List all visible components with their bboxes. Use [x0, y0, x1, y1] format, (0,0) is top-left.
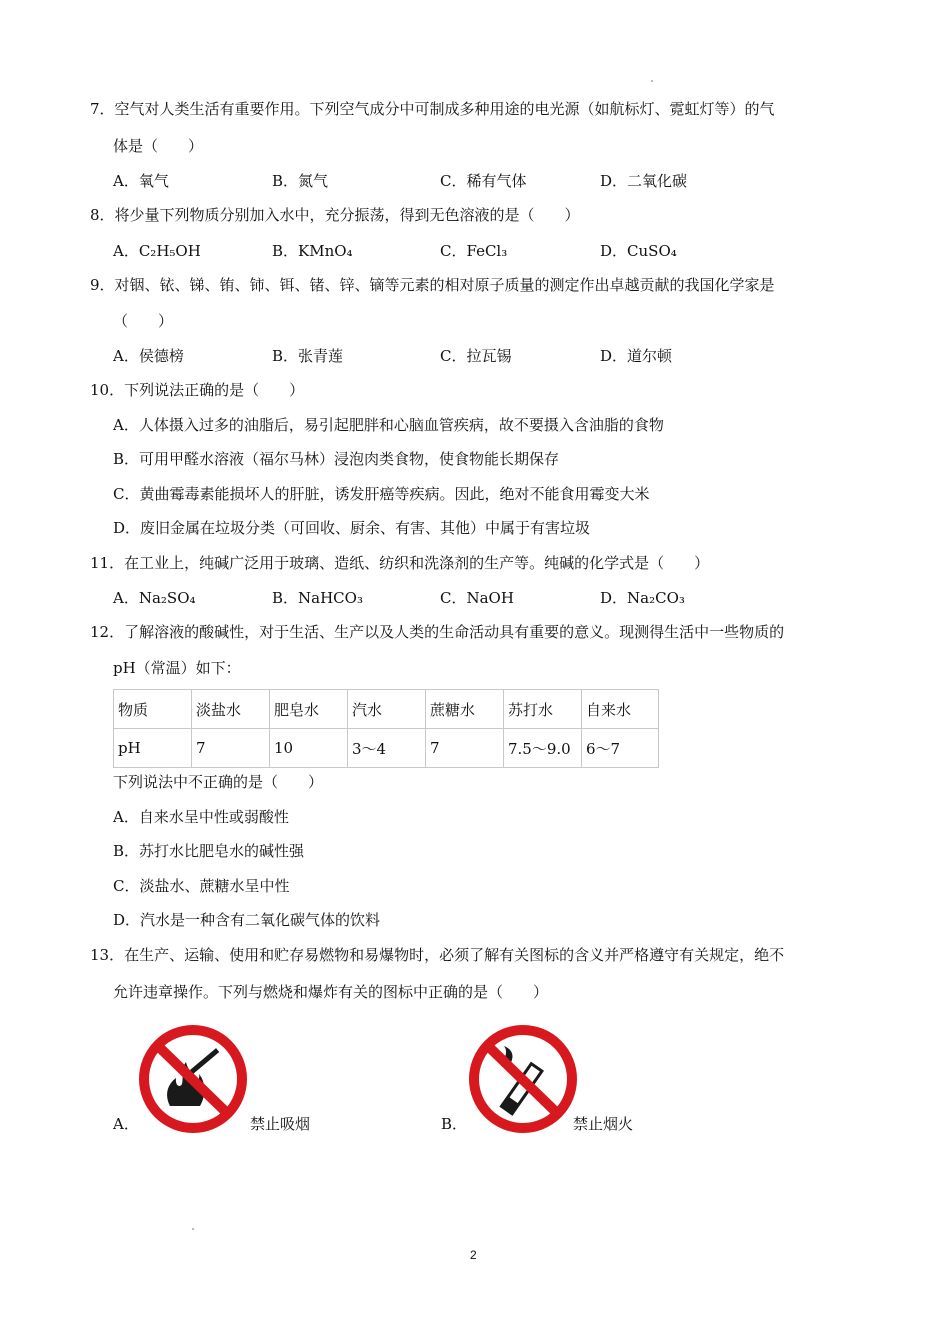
page-number: 2	[470, 1248, 477, 1262]
q7-option-a: A．氧气	[113, 172, 169, 190]
q8-option-a: A．C₂H₅OH	[113, 242, 201, 260]
table-cell: 6～7	[582, 729, 659, 768]
q9-option-b: B．张青莲	[272, 347, 344, 365]
scan-dot	[192, 1228, 194, 1230]
scan-dot	[651, 80, 653, 82]
table-header-cell: 物质	[114, 690, 192, 729]
q7-line1: 7．空气对人类生活有重要作用。下列空气成分中可制成多种用途的电光源（如航标灯、霓虹灯等）的气	[90, 100, 775, 118]
table-cell: 10	[270, 729, 348, 768]
q12-line3: 下列说法中不正确的是（ ）	[113, 773, 324, 791]
table-cell: pH	[114, 729, 192, 768]
q9-option-d: D．道尔顿	[600, 347, 673, 365]
q11-option-b: B．NaHCO₃	[272, 589, 363, 607]
q9-line1: 9．对铟、铱、锑、铕、铈、铒、锗、锌、镝等元素的相对原子质量的测定作出卓越贡献的我国化学家是	[90, 276, 775, 294]
q13-line2: 允许违章操作。下列与燃烧和爆炸有关的图标中正确的是（ ）	[113, 983, 549, 1001]
table-header-cell: 肥皂水	[270, 690, 348, 729]
table-header-cell: 汽水	[348, 690, 426, 729]
q7-option-b: B．氮气	[272, 172, 329, 190]
table-row	[114, 729, 659, 768]
table-header-cell: 苏打水	[504, 690, 582, 729]
q10-option-b: B．可用甲醛水溶液（福尔马林）浸泡肉类食物，使食物能长期保存	[113, 450, 560, 468]
q7-line2: 体是（ ）	[113, 137, 204, 155]
q9-line2: （ ）	[113, 312, 174, 330]
q13-option-b-letter: B．	[441, 1115, 468, 1133]
q8-line1: 8．将少量下列物质分别加入水中，充分振荡，得到无色溶液的是（ ）	[90, 206, 580, 224]
table-cell: 7	[426, 729, 504, 768]
table-cell: 7	[192, 729, 270, 768]
table-header-cell: 蔗糖水	[426, 690, 504, 729]
q12-line2: pH（常温）如下：	[113, 659, 241, 677]
q7-option-c: C．稀有气体	[440, 172, 527, 190]
q12-option-b: B．苏打水比肥皂水的碱性强	[113, 842, 305, 860]
q10-option-d: D．废旧金属在垃圾分类（可回收、厨余、有害、其他）中属于有害垃圾	[113, 519, 591, 537]
table-cell: 7.5～9.0	[504, 729, 582, 768]
q13-option-b-caption: 禁止烟火	[573, 1115, 634, 1133]
q11-option-c: C．NaOH	[440, 589, 514, 607]
q13-line1: 13．在生产、运输、使用和贮存易燃物和易爆物时，必须了解有关图标的含义并严格遵守有关规定，绝不	[90, 946, 785, 964]
q9-option-a: A．侯德榜	[113, 347, 184, 365]
q9-option-c: C．拉瓦锡	[440, 347, 512, 365]
q7-option-d: D．二氧化碳	[600, 172, 688, 190]
ph-table	[113, 689, 659, 768]
q12-option-d: D．汽水是一种含有二氧化碳气体的饮料	[113, 911, 381, 929]
q10-line1: 10．下列说法正确的是（ ）	[90, 381, 305, 399]
q13-option-a-caption: 禁止吸烟	[250, 1115, 311, 1133]
q11-option-d: D．Na₂CO₃	[600, 589, 685, 607]
q12-line1: 12．了解溶液的酸碱性，对于生活、生产以及人类的生命活动具有重要的意义。现测得生活中一些物质的	[90, 623, 785, 641]
table-cell: 3～4	[348, 729, 426, 768]
q10-option-c: C．黄曲霉毒素能损坏人的肝脏，诱发肝癌等疾病。因此，绝对不能食用霉变大米	[113, 485, 650, 503]
no-smoking-icon	[468, 1024, 578, 1134]
table-header-cell: 淡盐水	[192, 690, 270, 729]
q10-option-a: A．人体摄入过多的油脂后，易引起肥胖和心脑血管疾病，故不要摄入含油脂的食物	[113, 416, 664, 434]
no-fire-icon	[138, 1024, 248, 1134]
q12-option-c: C．淡盐水、蔗糖水呈中性	[113, 877, 290, 895]
q13-option-a-letter: A．	[113, 1115, 139, 1133]
q11-line1: 11．在工业上，纯碱广泛用于玻璃、造纸、纺织和洗涤剂的生产等。纯碱的化学式是（ ）	[90, 554, 710, 572]
q12-option-a: A．自来水呈中性或弱酸性	[113, 808, 289, 826]
table-row	[114, 690, 659, 729]
q11-option-a: A．Na₂SO₄	[113, 589, 196, 607]
q8-option-c: C．FeCl₃	[440, 242, 508, 260]
q8-option-b: B．KMnO₄	[272, 242, 353, 260]
q8-option-d: D．CuSO₄	[600, 242, 677, 260]
table-header-cell: 自来水	[582, 690, 659, 729]
